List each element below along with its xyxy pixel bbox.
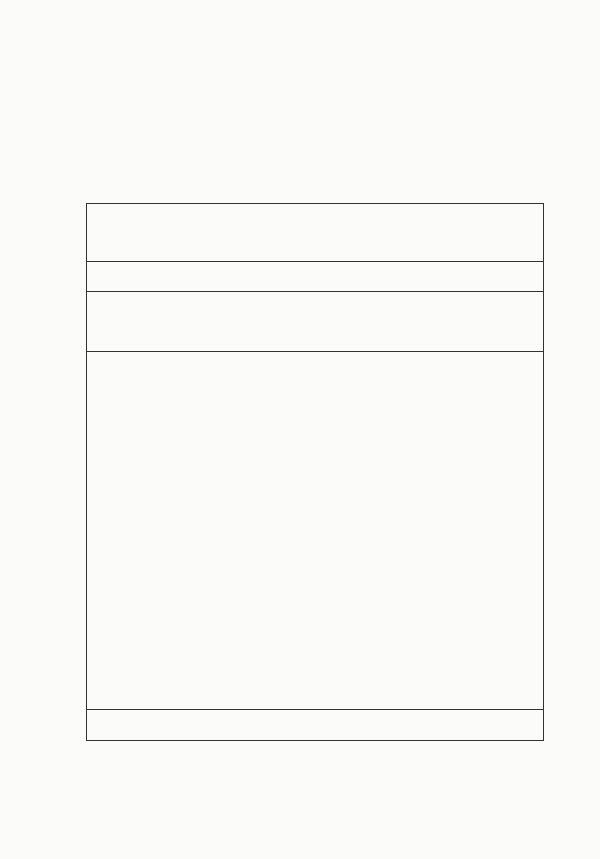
- divider: [87, 351, 543, 352]
- divider: [87, 261, 543, 262]
- divider: [87, 291, 543, 292]
- cycle-test-figure: [87, 376, 543, 676]
- divider: [87, 709, 543, 710]
- report-frame: [86, 203, 544, 741]
